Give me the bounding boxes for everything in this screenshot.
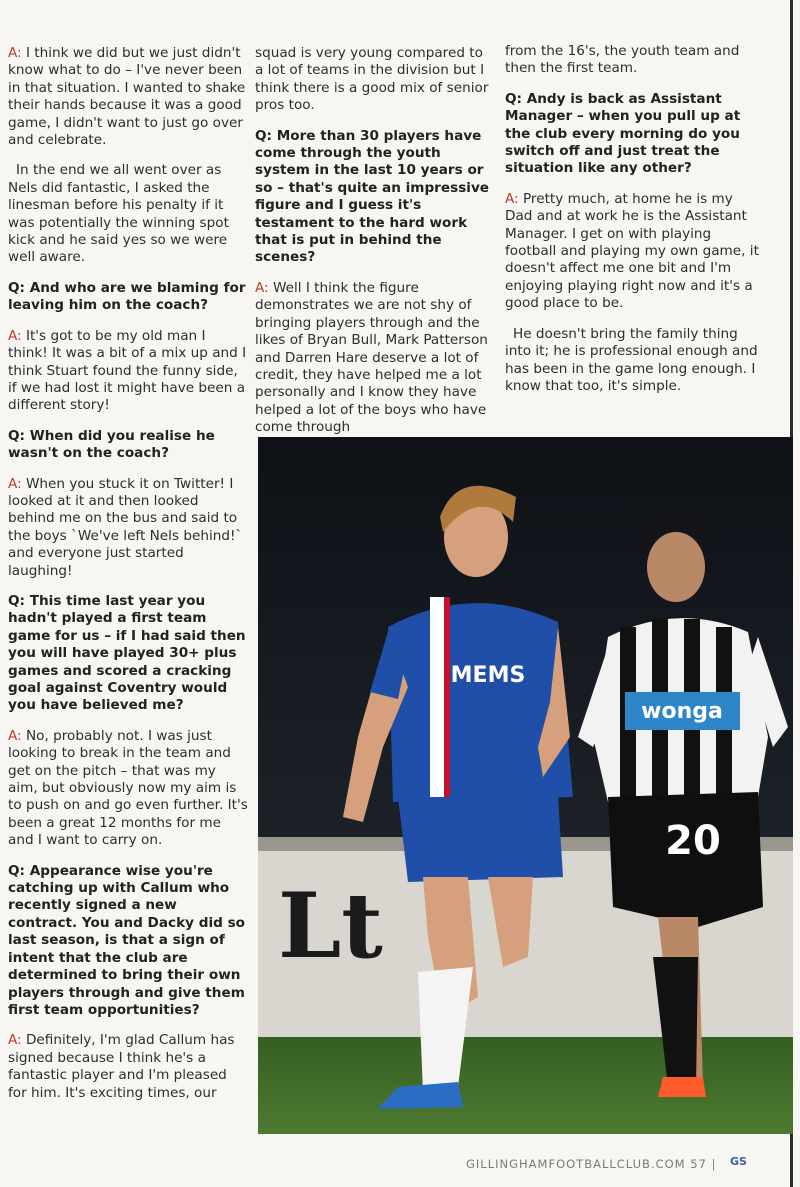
paragraph-text: More than 30 players have come through the youth system in the last 10 years or so – that's quite an impressive figure and I guess it's testament to the hard work that is put in behind the scenes? <box>255 127 490 266</box>
footer-site: GILLINGHAMFOOTBALLCLUB.COM <box>466 1157 686 1171</box>
paragraph-text: Andy is back as Assistant Manager – when you pull up at the club every morning do you switch off and just treat the situation like any other? <box>505 90 741 177</box>
interview-answer <box>8 476 248 580</box>
question-label: Q: <box>8 279 30 296</box>
pitch <box>258 1037 793 1134</box>
sponsor-wonga: wonga <box>641 699 723 724</box>
paragraph-text: This time last year you hadn't played a first team game for us – if I had said then you will have played 30+ plus games and scored a cracking goal against Coventry would you have believed me? <box>8 592 246 714</box>
interview-text-continued <box>255 45 495 115</box>
answer-label: A: <box>255 279 273 296</box>
match-photo <box>258 437 793 1134</box>
interview-question <box>8 280 248 315</box>
club-logo-icon: GS <box>730 1155 747 1168</box>
page-footer <box>466 1157 716 1171</box>
answer-label: A: <box>505 190 523 207</box>
footer-page-number: 57 <box>690 1157 707 1171</box>
question-label: Q: <box>505 90 527 107</box>
interview-answer <box>8 1032 248 1102</box>
paragraph-text: from the 16's, the youth team and then the first team. <box>505 43 740 77</box>
paragraph-text: In the end we all went over as Nels did fantastic, I asked the linesman before his penalty if it was potentially the winning spot kick and he said yes so we were well aware. <box>8 162 229 266</box>
answer-label: A: <box>8 45 26 61</box>
paragraph-text: It's got to be my old man I think! It was a bit of a mix up and I think Stuart found the funny side, if we had lost it might have been a different story! <box>8 327 247 414</box>
match-photo-illustration <box>258 437 793 1134</box>
paragraph-text: Appearance wise you're catching up with Callum who recently signed a new contract. You and Dacky did so last season, is that a sign of intent that the club are determined to bring their own players through and give them first team opportunities? <box>8 862 245 1018</box>
article-column-middle <box>255 45 495 450</box>
paragraph-text: Definitely, I'm glad Callum has signed because I think he's a fantastic player and I'm pleased for him. It's exciting times, our <box>8 1032 235 1101</box>
interview-answer <box>505 191 760 313</box>
paragraph-text: When did you realise he wasn't on the coach? <box>8 427 215 462</box>
question-label: Q: <box>8 427 30 444</box>
shirt-number: 20 <box>665 818 721 864</box>
question-label: Q: <box>255 127 277 144</box>
question-label: Q: <box>8 862 30 879</box>
interview-question <box>8 593 248 715</box>
interview-question <box>255 128 495 267</box>
paragraph-text: And who are we blaming for leaving him on the coach? <box>8 279 246 314</box>
question-label: Q: <box>8 592 30 609</box>
paragraph-text: When you stuck it on Twitter! I looked at it and then looked behind me on the bus and said to the boys `We've left Nels behind!` and everyone just started laughing! <box>8 475 243 579</box>
paragraph-text: I think we did but we just didn't know what to do – I've never been in that situation. I wanted to shake their hands because it was a good game, I didn't want to just go over and celebrate. <box>8 45 246 149</box>
answer-label: A: <box>8 1032 26 1049</box>
interview-answer-continued <box>505 326 760 396</box>
paragraph-text: No, probably not. I was just looking to break in the team and get on the pitch – that was my aim, but obviously now my aim is to push on and go even further. It's been a great 12 months for me and I want to carry on. <box>8 727 248 849</box>
board-text: Lt <box>278 873 383 979</box>
article-column-left <box>8 45 248 1115</box>
answer-label: A: <box>8 327 26 344</box>
answer-label: A: <box>8 475 26 492</box>
answer-label: A: <box>8 727 26 744</box>
interview-answer <box>255 280 495 437</box>
article-column-right <box>505 43 760 408</box>
paragraph-text: Well I think the figure demonstrates we are not shy of bringing players through and the likes of Bryan Bull, Mark Patterson and Darren Hare deserve a lot of credit, they have helped me a lot personally and I know they have helped a lot of the boys who have come through <box>255 279 488 436</box>
interview-question <box>505 91 760 178</box>
interview-question <box>8 428 248 463</box>
interview-answer <box>8 328 248 415</box>
interview-text-continued <box>505 43 760 78</box>
interview-question <box>8 863 248 1020</box>
interview-answer-continued <box>8 162 248 266</box>
interview-answer <box>8 45 248 149</box>
paragraph-text: Pretty much, at home he is my Dad and at work he is the Assistant Manager. I get on with playing football and playing my own game, it doesn't affect me one bit and I'm enjoying playing right now and it's a good place to be. <box>505 190 759 312</box>
paragraph-text: squad is very young compared to a lot of teams in the division but I think there is a good mix of senior pros too. <box>255 45 489 114</box>
sponsor-mems: MEMS <box>450 663 526 688</box>
paragraph-text: He doesn't bring the family thing into it; he is professional enough and has been in the game long enough. I know that too, it's simple. <box>505 325 758 394</box>
interview-answer <box>8 728 248 850</box>
footer-separator: | <box>711 1157 717 1171</box>
